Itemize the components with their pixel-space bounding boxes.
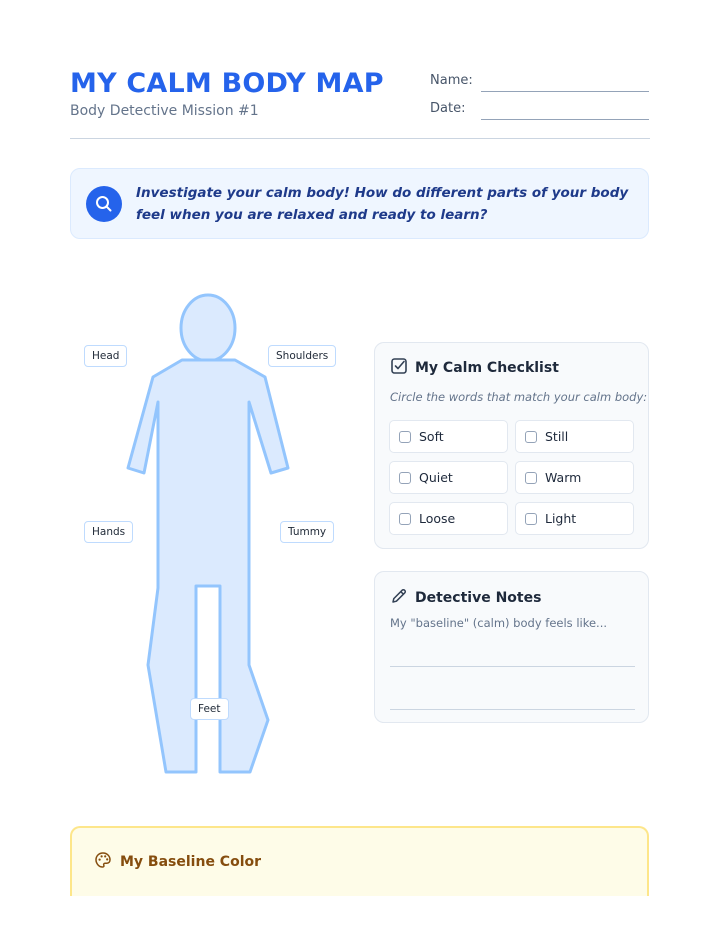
checklist-option-still[interactable]: Still [515,420,634,453]
checklist-option-loose[interactable]: Loose [389,502,508,535]
palette-icon [94,851,112,873]
page-title: MY CALM BODY MAP [70,68,384,99]
date-field[interactable] [481,119,649,120]
page-subtitle: Body Detective Mission #1 [70,103,259,119]
name-field[interactable] [481,91,649,92]
body-label-hands: Hands [84,521,133,543]
body-label-feet: Feet [190,698,229,720]
body-label-shoulders: Shoulders [268,345,336,367]
checkbox[interactable] [525,513,537,525]
checkbox[interactable] [525,431,537,443]
notes-writing-line[interactable] [390,666,635,667]
body-label-head: Head [84,345,127,367]
calm-checklist-card [374,342,649,549]
detective-notes-card [374,571,649,723]
notes-prompt: My "baseline" (calm) body feels like... [390,616,608,630]
checklist-hint: Circle the words that match your calm body: [390,390,648,404]
date-label: Date: [430,101,466,116]
name-label: Name: [430,73,473,88]
checklist-title: My Calm Checklist [415,360,559,376]
checkbox[interactable] [399,472,411,484]
checkbox-icon [390,357,408,379]
baseline-color-section [70,826,649,896]
checklist-option-warm[interactable]: Warm [515,461,634,494]
checklist-option-light[interactable]: Light [515,502,634,535]
intro-callout [70,168,649,239]
intro-text: Investigate your calm body! How do different parts of your body feel when you are relaxed and ready to learn? [136,185,629,223]
header-divider [70,138,650,139]
checkbox[interactable] [399,513,411,525]
checkbox[interactable] [399,431,411,443]
notes-writing-line[interactable] [390,709,635,710]
checklist-option-soft[interactable]: Soft [389,420,508,453]
baseline-title: My Baseline Color [120,854,262,870]
notes-title: Detective Notes [415,590,542,606]
checkbox[interactable] [525,472,537,484]
checklist-option-quiet[interactable]: Quiet [389,461,508,494]
body-label-tummy: Tummy [280,521,334,543]
search-icon [86,186,122,222]
pencil-icon [390,587,408,609]
